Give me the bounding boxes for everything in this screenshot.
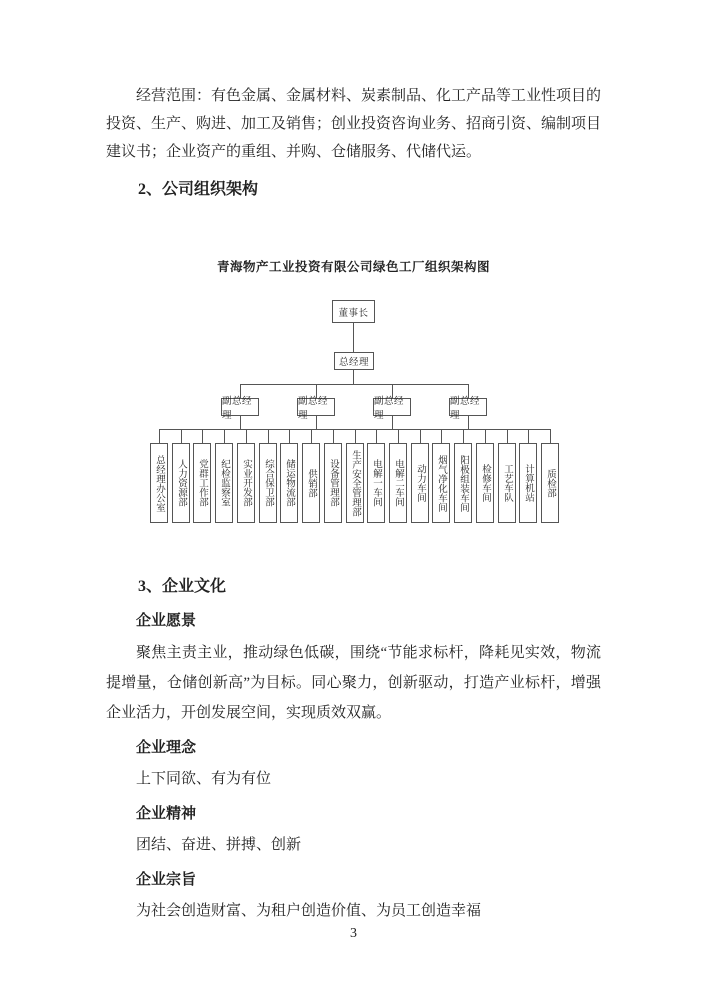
org-connector-line [376, 429, 377, 443]
org-box-department: 实业开发部 [237, 443, 255, 523]
org-box-department: 纪检监察室 [215, 443, 233, 523]
section-title-vision: 企业愿景 [136, 613, 197, 629]
page-number: 3 [350, 926, 357, 941]
org-box-department: 检修车间 [476, 443, 494, 523]
org-box-general-manager: 总经理 [334, 352, 374, 370]
org-box-deputy-gm: 副总经理 [221, 398, 259, 416]
org-box-chairman: 董事长 [332, 300, 375, 323]
section-title-philosophy: 企业理念 [136, 740, 197, 756]
org-connector-line [398, 429, 399, 443]
org-connector-line [392, 416, 393, 429]
org-connector-line [550, 429, 551, 443]
heading-corporate-culture: 3、企业文化 [138, 578, 227, 595]
org-box-department: 烟气净化车间 [432, 443, 450, 523]
org-box-department: 动力车间 [411, 443, 429, 523]
org-connector-line [353, 323, 354, 352]
org-connector-line [528, 429, 529, 443]
org-connector-line [353, 370, 354, 384]
org-connector-line [311, 429, 312, 443]
org-connector-line [159, 429, 160, 443]
heading-org-structure: 2、公司组织架构 [138, 181, 259, 198]
org-box-department: 计算机站 [519, 443, 537, 523]
org-box-department: 供销部 [302, 443, 320, 523]
org-box-deputy-gm: 副总经理 [449, 398, 487, 416]
section-body-philosophy: 上下同欲、有为有位 [136, 771, 272, 787]
org-chart-title: 青海物产工业投资有限公司绿色工厂组织架构图 [216, 260, 490, 274]
section-body-tenet: 为社会创造财富、为租户创造价值、为员工创造幸福 [136, 903, 482, 919]
org-connector-line [240, 384, 469, 385]
org-box-department: 人力资源部 [172, 443, 190, 523]
section-title-tenet: 企业宗旨 [136, 872, 197, 888]
org-box-department: 生产安全管理部 [346, 443, 364, 523]
section-body-vision: 聚焦主责主业，推动绿色低碳，围绕“节能求标杆，降耗见实效，物流提增量，仓储创新高”为目标。同心聚力，创新驱动，打造产业标杆，增强企业活力，开创发展空间，实现质效双赢。 [106, 645, 601, 721]
org-box-deputy-gm: 副总经理 [373, 398, 411, 416]
org-box-department: 储运物流部 [280, 443, 298, 523]
org-chart [0, 277, 707, 527]
org-connector-line [333, 429, 334, 443]
org-connector-line [224, 429, 225, 443]
org-box-department: 质检部 [541, 443, 559, 523]
org-connector-line [468, 416, 469, 429]
org-connector-line [240, 416, 241, 429]
business-scope-paragraph: 经营范围：有色金属、金属材料、炭素制品、化工产品等工业性项目的投资、生产、购进、加工及销售；创业投资咨询业务、招商引资、编制项目建议书；企业资产的重组、并购、仓储服务、代储代运。 [106, 88, 602, 160]
org-box-department: 党群工作部 [193, 443, 211, 523]
section-title-spirit: 企业精神 [136, 806, 197, 822]
org-connector-line [316, 416, 317, 429]
org-connector-line [246, 429, 247, 443]
org-box-department: 设备管理部 [324, 443, 342, 523]
org-connector-line [507, 429, 508, 443]
org-connector-line [181, 429, 182, 443]
org-box-department: 电解一车间 [367, 443, 385, 523]
org-box-department: 电解二车间 [389, 443, 407, 523]
org-box-department: 总经理办公室 [150, 443, 168, 523]
org-box-department: 综合保卫部 [259, 443, 277, 523]
org-connector-line [485, 429, 486, 443]
org-box-department: 阳极组装车间 [454, 443, 472, 523]
section-body-spirit: 团结、奋进、拼搏、创新 [136, 837, 302, 853]
org-connector-line [289, 429, 290, 443]
org-box-department: 工艺车队 [498, 443, 516, 523]
org-connector-line [202, 429, 203, 443]
org-connector-line [355, 429, 356, 443]
org-connector-line [268, 429, 269, 443]
org-connector-line [441, 429, 442, 443]
org-connector-line [463, 429, 464, 443]
org-box-deputy-gm: 副总经理 [297, 398, 335, 416]
org-connector-line [420, 429, 421, 443]
